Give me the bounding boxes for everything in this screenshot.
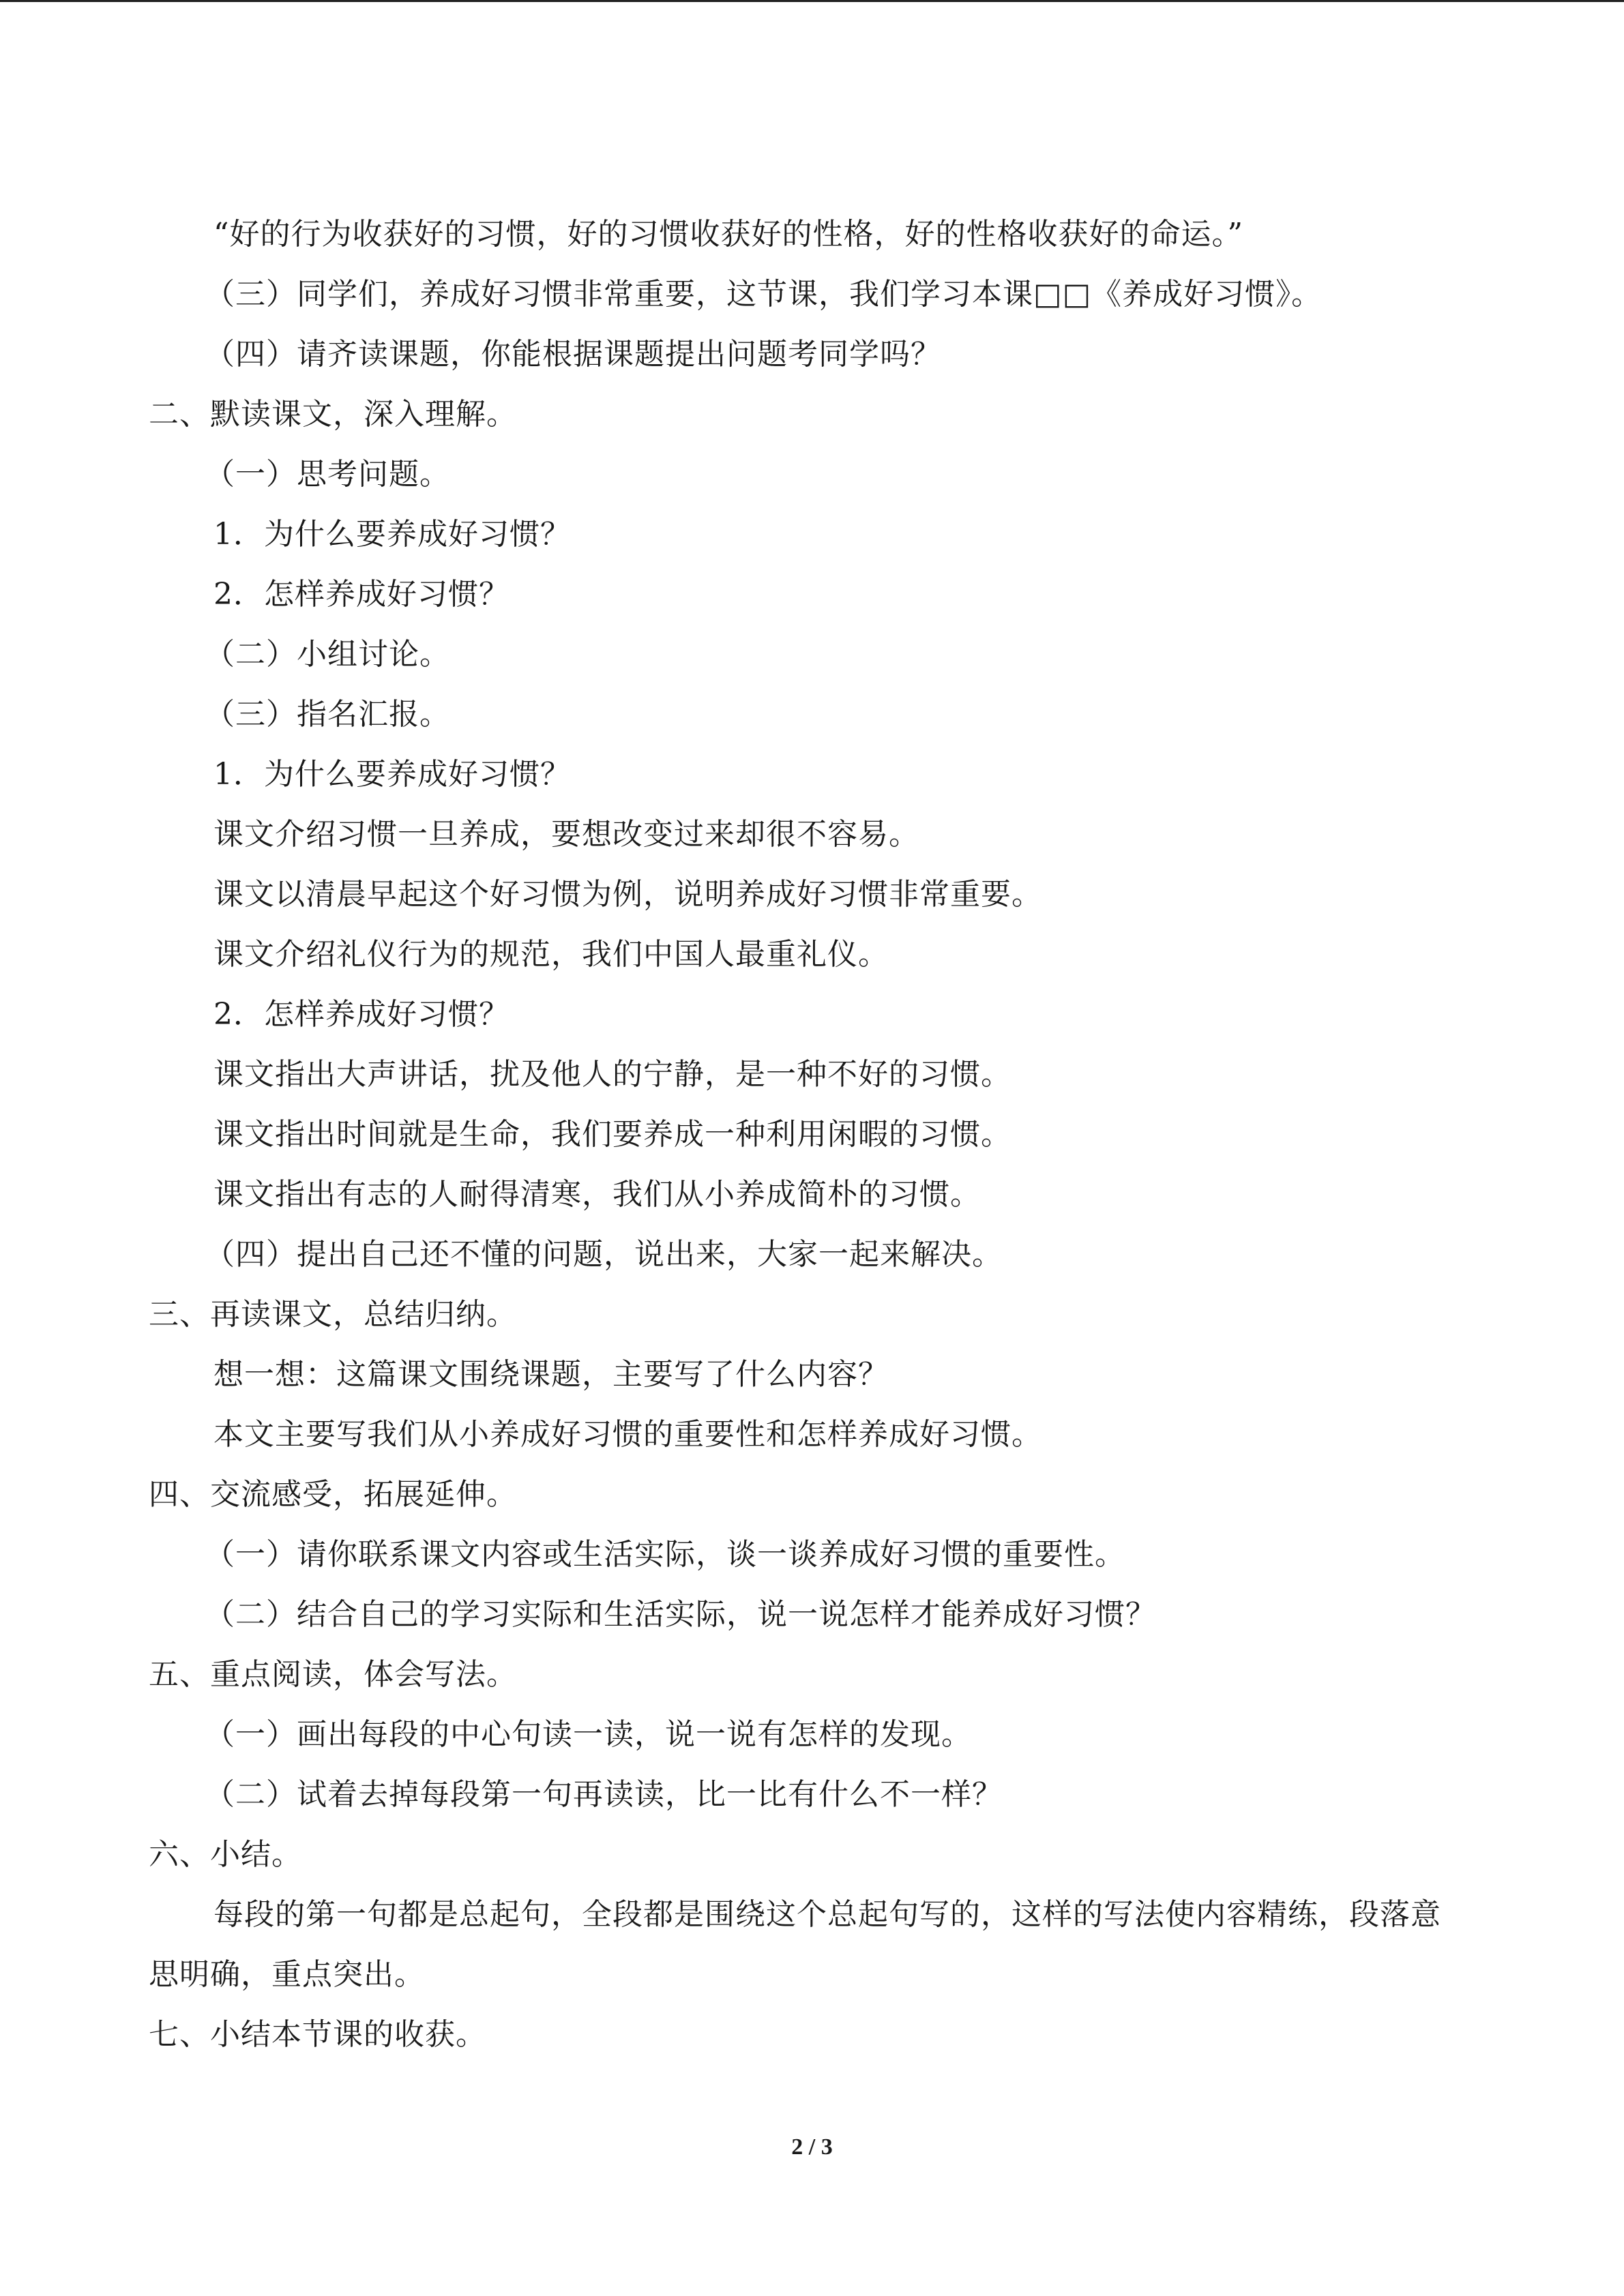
page-number: 2 / 3 <box>791 2134 833 2160</box>
paragraph-line: 课文指出有志的人耐得清寒，我们从小养成简朴的习惯。 <box>213 1177 981 1212</box>
paragraph-list <box>149 205 1465 1885</box>
paragraph-line: 想一想：这篇课文围绕课题，主要写了什么内容？ <box>213 1357 889 1392</box>
paragraph-line: 1．为什么要养成好习惯？ <box>213 757 571 792</box>
section-heading: 四、交流感受，拓展延伸。 <box>149 1477 517 1512</box>
paragraph-line: （三）指名汇报。 <box>205 697 450 732</box>
document-body <box>149 205 1465 2065</box>
paragraph-line: （二）试着去掉每段第一句再读读，比一比有什么不一样？ <box>205 1777 1003 1812</box>
paragraph-line: 2．怎样养成好习惯？ <box>213 577 510 612</box>
paragraph-line: 本文主要写我们从小养成好习惯的重要性和怎样养成好习惯。 <box>213 1417 1042 1452</box>
paragraph-line: 课文以清晨早起这个好习惯为例，说明养成好习惯非常重要。 <box>213 877 1042 912</box>
paragraph-line: 课文指出时间就是生命，我们要养成一种利用闲暇的习惯。 <box>213 1117 1012 1152</box>
section-heading: 五、重点阅读，体会写法。 <box>149 1657 517 1692</box>
paragraph-line: “好的行为收获好的习惯，好的习惯收获好的性格，好的性格收获好的命运。” <box>213 217 1243 252</box>
paragraph-line: 课文指出大声讲话，扰及他人的宁静，是一种不好的习惯。 <box>213 1057 1012 1092</box>
paragraph-line: （四）提出自己还不懂的问题，说出来，大家一起来解决。 <box>205 1237 1003 1272</box>
paragraph-line: 课文介绍礼仪行为的规范，我们中国人最重礼仪。 <box>213 937 889 972</box>
paragraph-line: 2．怎样养成好习惯？ <box>213 997 510 1032</box>
paragraph-line: （二）结合自己的学习实际和生活实际，说一说怎样才能养成好习惯？ <box>205 1597 1156 1632</box>
section-heading: 七、小结本节课的收获。 <box>149 2017 486 2052</box>
paragraph-line: （三）同学们，养成好习惯非常重要，这节课，我们学习本课□□《养成好习惯》。 <box>205 277 1323 312</box>
paragraph-line: （四）请齐读课题，你能根据课题提出问题考同学吗？ <box>205 337 941 372</box>
paragraph-line: 课文介绍习惯一旦养成，要想改变过来却很不容易。 <box>213 817 919 852</box>
paragraph-line: （一）思考问题。 <box>205 457 450 492</box>
paragraph-line: （二）小组讨论。 <box>205 637 450 672</box>
page-top-border <box>0 0 1624 2</box>
summary-paragraph: 每段的第一句都是总起句，全段都是围绕这个总起句写的，这样的写法使内容精练，段落意思明确，重点突出。 <box>149 1897 1441 1992</box>
paragraph-line: （一）画出每段的中心句读一读，说一说有怎样的发现。 <box>205 1717 972 1752</box>
section-heading: 三、再读课文，总结归纳。 <box>149 1297 517 1332</box>
section-heading: 六、小结。 <box>149 1837 302 1872</box>
section-heading: 二、默读课文，深入理解。 <box>149 397 517 432</box>
paragraph-line: （一）请你联系课文内容或生活实际，谈一谈养成好习惯的重要性。 <box>205 1537 1125 1572</box>
paragraph-line: 1．为什么要养成好习惯？ <box>213 517 571 552</box>
